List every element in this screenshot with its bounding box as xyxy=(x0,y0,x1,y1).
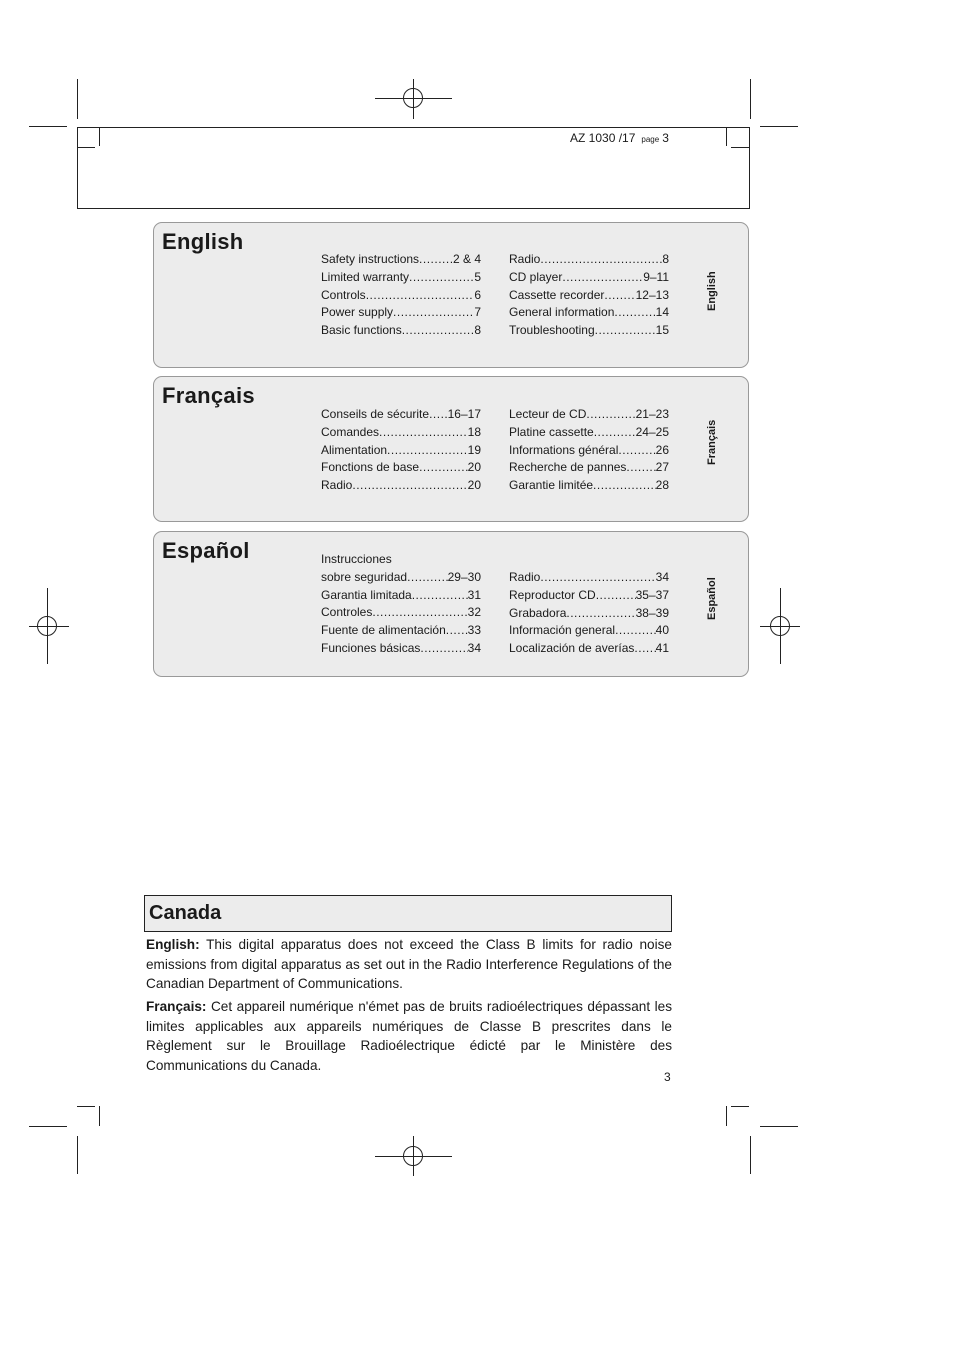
crop-mark xyxy=(99,1106,100,1126)
leader-dots xyxy=(379,424,468,442)
toc-entry[interactable] xyxy=(321,587,481,605)
leader-dots xyxy=(626,459,655,477)
side-tab-label: English xyxy=(706,271,718,311)
leader-dots xyxy=(586,406,635,424)
toc-entry-page: 41 xyxy=(655,641,669,656)
toc-entry-label: Safety instructions xyxy=(321,252,420,266)
toc-entry-page: 38–39 xyxy=(635,605,669,620)
registration-circle xyxy=(403,1146,423,1166)
toc-entry[interactable] xyxy=(321,251,481,269)
leader-dots xyxy=(615,622,656,640)
leader-dots xyxy=(429,406,448,424)
toc-entry[interactable] xyxy=(321,604,481,622)
toc-entry[interactable] xyxy=(321,442,481,460)
leader-dots xyxy=(409,269,474,287)
toc-entry-label: Cassette recorder xyxy=(509,287,605,302)
leader-dots xyxy=(402,322,475,340)
toc-entry-label: Troubleshooting xyxy=(509,323,595,338)
toc-entry-page: 16–17 xyxy=(447,407,481,421)
toc-entry-intro: Instrucciones xyxy=(321,552,392,566)
toc-entry-page: 35–37 xyxy=(635,587,669,602)
toc-entry-label: Platine cassette xyxy=(509,424,594,439)
toc-column-left xyxy=(321,551,481,658)
toc-entry-label: Funciones básicas xyxy=(321,640,421,655)
section-title: English xyxy=(162,229,244,254)
toc-column-right xyxy=(509,569,669,658)
toc-entry-page: 24–25 xyxy=(635,424,669,439)
leader-dots xyxy=(393,304,474,322)
toc-entry-page: 5 xyxy=(474,269,481,284)
toc-entry[interactable] xyxy=(321,459,481,477)
leader-dots xyxy=(596,587,636,605)
toc-entry[interactable] xyxy=(509,251,669,269)
side-tab-label: Français xyxy=(706,419,718,465)
model-number: AZ 1030 /17 xyxy=(570,131,636,145)
section-francais xyxy=(153,376,749,522)
canada-english-paragraph xyxy=(146,935,672,994)
toc-entry-page: 12–13 xyxy=(635,287,669,302)
leader-dots xyxy=(412,587,468,605)
leader-dots xyxy=(540,569,655,587)
toc-entry-page: 31 xyxy=(467,587,481,602)
toc-entry[interactable] xyxy=(509,587,669,605)
paragraph-text: Cet appareil numérique n'émet pas de bruits radioélectriques dépassant les limites applicables aux appareils numériques de Classe B prescrites dans le Règlement sur le Brouillage Radioélectrique édicté par le Ministère des Communications du Canada. xyxy=(146,999,672,1073)
leader-dots xyxy=(594,424,636,442)
toc-entry[interactable] xyxy=(509,424,669,442)
toc-entry-page: 21–23 xyxy=(635,407,669,421)
toc-entry-label: sobre seguridad xyxy=(321,569,408,584)
toc-entry-page: 8 xyxy=(474,323,481,338)
crop-mark xyxy=(731,1106,749,1107)
toc-entry-label: Radio xyxy=(509,252,541,266)
toc-entry-page: 27 xyxy=(655,460,669,475)
toc-entry[interactable] xyxy=(509,322,669,340)
toc-entry-page: 8 xyxy=(662,252,669,266)
toc-entry-page: 29–30 xyxy=(447,569,481,584)
crop-mark xyxy=(760,1126,798,1127)
toc-entry-page: 15 xyxy=(655,323,669,338)
toc-entry-page: 6 xyxy=(474,287,481,302)
leader-dots xyxy=(614,304,655,322)
toc-entry-label: Grabadora xyxy=(509,605,567,620)
toc-entry[interactable] xyxy=(321,287,481,305)
toc-entry-page: 34 xyxy=(467,640,481,655)
toc-entry-page: 26 xyxy=(655,442,669,457)
toc-entry-label: Información general xyxy=(509,623,616,638)
model-label xyxy=(570,131,669,145)
toc-column-right xyxy=(509,251,669,340)
toc-entry-label: Recherche de pannes xyxy=(509,460,627,475)
toc-entry[interactable] xyxy=(321,622,481,640)
crop-mark xyxy=(750,79,751,119)
toc-entry-label: Reproductor CD xyxy=(509,587,596,602)
toc-entry[interactable] xyxy=(321,322,481,340)
leader-dots xyxy=(540,251,662,269)
toc-entry-label: Fuente de alimentación xyxy=(321,623,446,638)
leader-dots xyxy=(366,287,475,305)
canada-french-paragraph xyxy=(146,997,672,1075)
toc-entry-page: 14 xyxy=(655,305,669,320)
crop-mark xyxy=(760,126,798,127)
section-english xyxy=(153,222,749,368)
paragraph-text: This digital apparatus does not exceed the Class B limits for radio noise emissions from digital apparatus as set out in the Radio Interference Regulations of the Canadian Department of Communications. xyxy=(146,937,672,992)
leader-dots xyxy=(387,442,468,460)
leader-dots xyxy=(604,287,635,305)
toc-entry[interactable] xyxy=(509,304,669,322)
toc-entry-label: Fonctions de base xyxy=(321,460,420,475)
canada-heading-box xyxy=(144,895,672,932)
toc-entry-page: 7 xyxy=(474,305,481,320)
section-espanol xyxy=(153,531,749,677)
toc-entry-page: 19 xyxy=(467,442,481,457)
toc-entry[interactable] xyxy=(321,477,481,495)
toc-entry[interactable] xyxy=(321,304,481,322)
toc-entry-page: 34 xyxy=(655,570,669,584)
section-title: Español xyxy=(162,538,250,563)
toc-entry[interactable] xyxy=(509,442,669,460)
toc-entry-page: 28 xyxy=(655,478,669,493)
toc-entry[interactable] xyxy=(321,269,481,287)
toc-entry-label: General information xyxy=(509,305,615,320)
leader-dots xyxy=(566,605,635,623)
leader-dots xyxy=(372,604,467,622)
toc-entry-label: Localización de averías xyxy=(509,641,635,656)
toc-entry[interactable] xyxy=(509,569,669,587)
toc-entry-label: Basic functions xyxy=(321,323,402,338)
toc-entry[interactable] xyxy=(509,622,669,640)
toc-column-left xyxy=(321,406,481,495)
crop-mark xyxy=(726,1106,727,1126)
toc-column-left xyxy=(321,251,481,340)
toc-entry-page: 9–11 xyxy=(643,269,669,284)
leader-dots xyxy=(562,269,643,287)
paragraph-language-label: Français: xyxy=(146,999,207,1014)
toc-entry-label: Alimentation xyxy=(321,442,388,457)
toc-entry-page: 33 xyxy=(467,623,481,638)
toc-column-right xyxy=(509,406,669,495)
toc-entry[interactable] xyxy=(321,406,481,424)
toc-entry-label: Lecteur de CD xyxy=(509,407,587,421)
leader-dots xyxy=(419,251,453,269)
crop-mark xyxy=(77,79,78,119)
toc-entry-label: Controles xyxy=(321,605,373,620)
toc-entry-page: 32 xyxy=(467,605,481,620)
section-title: Français xyxy=(162,383,255,408)
toc-entry-page: 20 xyxy=(467,460,481,475)
crop-mark xyxy=(29,126,67,127)
registration-circle xyxy=(403,88,423,108)
toc-entry-label: Limited warranty xyxy=(321,269,410,284)
toc-entry-label: Informations général xyxy=(509,442,619,457)
leader-dots xyxy=(618,442,655,460)
toc-entry[interactable] xyxy=(509,287,669,305)
leader-dots xyxy=(352,477,467,495)
toc-entry[interactable] xyxy=(509,459,669,477)
toc-entry-page: 2 & 4 xyxy=(452,252,481,266)
toc-entry[interactable] xyxy=(509,605,669,623)
toc-entry[interactable] xyxy=(509,406,669,424)
paragraph-language-label: English: xyxy=(146,937,200,952)
toc-entry[interactable] xyxy=(321,640,481,658)
leader-dots xyxy=(634,640,655,658)
registration-circle xyxy=(37,616,57,636)
side-tab-label: Español xyxy=(706,577,718,620)
registration-circle xyxy=(770,616,790,636)
toc-entry[interactable] xyxy=(509,640,669,658)
crop-mark xyxy=(29,1126,67,1127)
leader-dots xyxy=(419,459,468,477)
leader-dots xyxy=(420,640,467,658)
leader-dots xyxy=(593,477,656,495)
toc-entry-page: 20 xyxy=(467,478,481,493)
toc-entry-label: CD player xyxy=(509,269,563,284)
toc-entry-label: Conseils de sécurite xyxy=(321,407,430,421)
header-page-number: 3 xyxy=(662,131,669,145)
toc-entry-label: Radio xyxy=(509,570,541,584)
toc-entry-label: Radio xyxy=(321,478,353,493)
canada-title: Canada xyxy=(149,902,222,924)
toc-entry[interactable] xyxy=(321,569,481,587)
page-word: page xyxy=(641,135,660,144)
toc-entry-page: 40 xyxy=(655,623,669,638)
leader-dots xyxy=(595,322,656,340)
page-number: 3 xyxy=(664,1070,671,1084)
crop-mark xyxy=(750,1136,751,1174)
toc-entry-page: 18 xyxy=(467,424,481,439)
toc-entry[interactable] xyxy=(509,269,669,287)
toc-entry[interactable] xyxy=(321,424,481,442)
crop-mark xyxy=(77,1106,95,1107)
toc-entry-label: Comandes xyxy=(321,424,380,439)
toc-entry-label: Power supply xyxy=(321,305,394,320)
toc-entry-label: Controls xyxy=(321,287,366,302)
toc-entry-label: Garantia limitada xyxy=(321,587,412,602)
toc-entry[interactable] xyxy=(509,477,669,495)
toc-entry-label: Garantie limitée xyxy=(509,478,594,493)
leader-dots xyxy=(407,569,448,587)
leader-dots xyxy=(446,622,468,640)
crop-mark xyxy=(77,1136,78,1174)
